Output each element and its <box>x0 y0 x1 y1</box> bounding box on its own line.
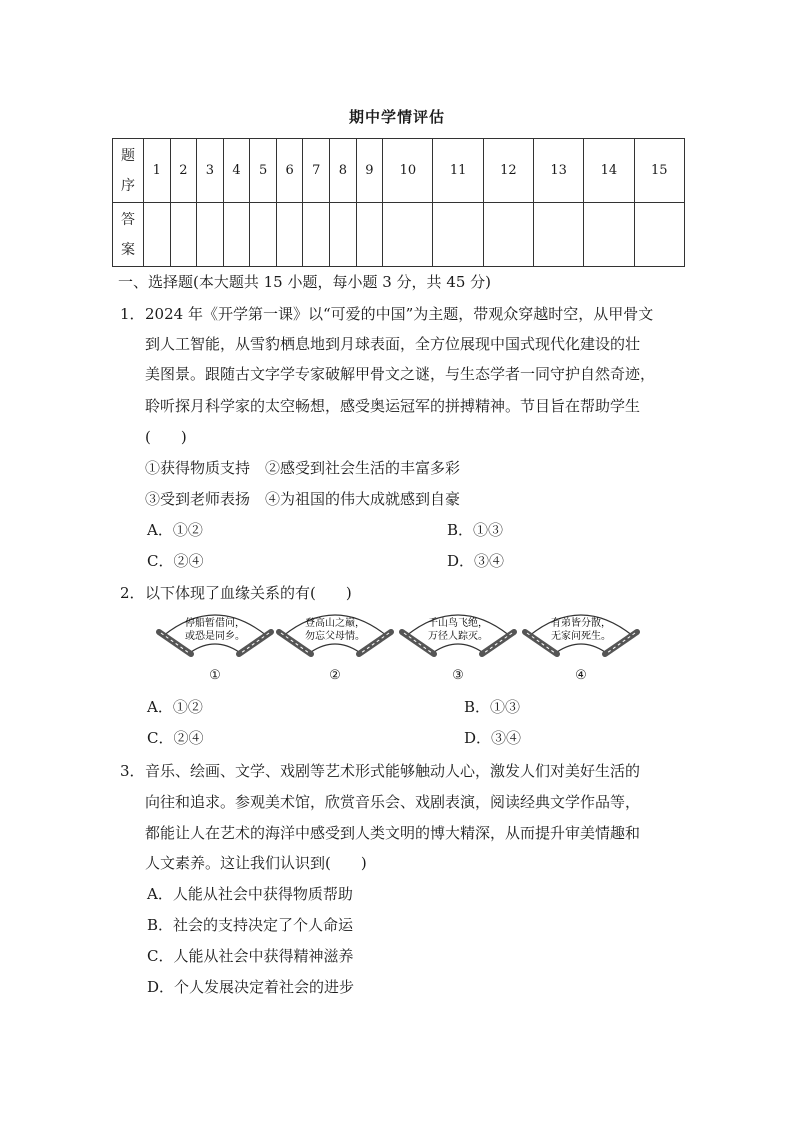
answer-cell[interactable] <box>223 203 250 267</box>
answer-cell[interactable] <box>170 203 197 267</box>
number-cell: 10 <box>383 139 433 203</box>
answer-cell[interactable] <box>144 203 171 267</box>
number-cell: 2 <box>170 139 197 203</box>
fan-text-line: 停船暂借问， <box>185 618 245 629</box>
option-b[interactable]: B．社会的支持决定了个人命运 <box>147 916 354 934</box>
fan-image-1 <box>155 608 275 666</box>
number-cell: 1 <box>144 139 171 203</box>
fan-text-line: 万径人踪灭。 <box>428 631 488 642</box>
option-d[interactable]: D．③④ <box>464 729 522 747</box>
fan-image-3 <box>398 608 518 666</box>
row-label-answer: 答 案 <box>113 203 144 267</box>
number-cell: 6 <box>276 139 303 203</box>
question-text-line: 到人工智能，从雪豹栖息地到月球表面，全方位展现中国式现代化建设的壮 <box>145 335 641 353</box>
option-c[interactable]: C．人能从社会中获得精神滋养 <box>147 947 354 965</box>
answer-cell[interactable] <box>276 203 303 267</box>
fan-image-4 <box>521 608 641 666</box>
question-text-line: 向往和追求。参观美术馆，欣赏音乐会、戏剧表演，阅读经典文学作品等， <box>145 793 641 811</box>
option-a[interactable]: A．①② <box>147 698 203 716</box>
answer-table <box>112 138 685 267</box>
question-number: 3． <box>120 762 145 780</box>
number-cell: 8 <box>330 139 357 203</box>
option-b[interactable]: B．①③ <box>447 521 504 539</box>
fan-label: ① <box>209 668 221 683</box>
row-label-question: 题 序 <box>113 139 144 203</box>
question-text-line: 都能让人在艺术的海洋中感受到人类文明的博大精深，从而提升审美情趣和 <box>145 824 641 842</box>
answer-cell[interactable] <box>534 203 584 267</box>
fan-text-line: 或恐是同乡。 <box>185 631 245 642</box>
number-cell: 9 <box>356 139 383 203</box>
answer-cell[interactable] <box>303 203 330 267</box>
answer-blank: ( ) <box>145 428 187 446</box>
statement-line: ①获得物质支持 ②感受到社会生活的丰富多彩 <box>145 459 461 477</box>
option-c[interactable]: C．②④ <box>147 729 204 747</box>
section-heading: 一、选择题(本大题共 15 小题，每小题 3 分，共 45 分) <box>118 273 492 291</box>
option-a[interactable]: A．人能从社会中获得物质帮助 <box>147 885 353 903</box>
fan-text-line: 无家问死生。 <box>551 631 611 642</box>
fan-text-line: 勿忘父母情。 <box>305 631 365 642</box>
question-stem: 以下体现了血缘关系的有( ) <box>145 584 352 602</box>
answer-cell[interactable] <box>330 203 357 267</box>
fan-label: ③ <box>452 668 464 683</box>
number-cell: 7 <box>303 139 330 203</box>
question-text-line: 2024 年《开学第一课》以“可爱的中国”为主题，带观众穿越时空，从甲骨文 <box>145 305 654 323</box>
question-number-row <box>113 139 685 203</box>
question-number: 1． <box>120 305 145 323</box>
question-text-line: 聆听探月科学家的太空畅想，感受奥运冠军的拼搏精神。节目旨在帮助学生 <box>145 397 641 415</box>
number-cell: 3 <box>197 139 224 203</box>
number-cell: 5 <box>250 139 277 203</box>
statement-line: ③受到老师表扬 ④为祖国的伟大成就感到自豪 <box>145 490 461 508</box>
number-cell: 14 <box>584 139 634 203</box>
answer-cell[interactable] <box>197 203 224 267</box>
fan-text-line: 登高山之巅， <box>305 618 365 629</box>
number-cell: 13 <box>534 139 584 203</box>
question-text-line: 音乐、绘画、文学、戏剧等艺术形式能够触动人心，激发人们对美好生活的 <box>145 762 641 780</box>
fan-label: ④ <box>575 668 587 683</box>
fan-text-line: 千山鸟飞绝， <box>428 618 488 629</box>
fan-label: ② <box>329 668 341 683</box>
option-c[interactable]: C．②④ <box>147 552 204 570</box>
number-cell: 4 <box>223 139 250 203</box>
option-b[interactable]: B．①③ <box>464 698 521 716</box>
option-a[interactable]: A．①② <box>147 521 203 539</box>
answer-cell[interactable] <box>250 203 277 267</box>
fan-image-2 <box>275 608 395 666</box>
question-text-line: 人文素养。这让我们认识到( ) <box>145 854 367 872</box>
fan-text-line: 有弟皆分散， <box>551 618 611 629</box>
option-d[interactable]: D．③④ <box>447 552 505 570</box>
answer-cell[interactable] <box>483 203 533 267</box>
answer-cell[interactable] <box>584 203 634 267</box>
answer-cell[interactable] <box>383 203 433 267</box>
answer-cell[interactable] <box>356 203 383 267</box>
page-title: 期中学情评估 <box>348 108 445 126</box>
answer-cell[interactable] <box>634 203 684 267</box>
number-cell: 15 <box>634 139 684 203</box>
answer-row <box>113 203 685 267</box>
answer-cell[interactable] <box>433 203 483 267</box>
question-text-line: 美图景。跟随古文字学专家破解甲骨文之谜，与生态学者一同守护自然奇迹， <box>145 365 656 383</box>
number-cell: 12 <box>483 139 533 203</box>
question-number: 2． <box>120 584 145 602</box>
option-d[interactable]: D．个人发展决定着社会的进步 <box>147 978 355 996</box>
number-cell: 11 <box>433 139 483 203</box>
